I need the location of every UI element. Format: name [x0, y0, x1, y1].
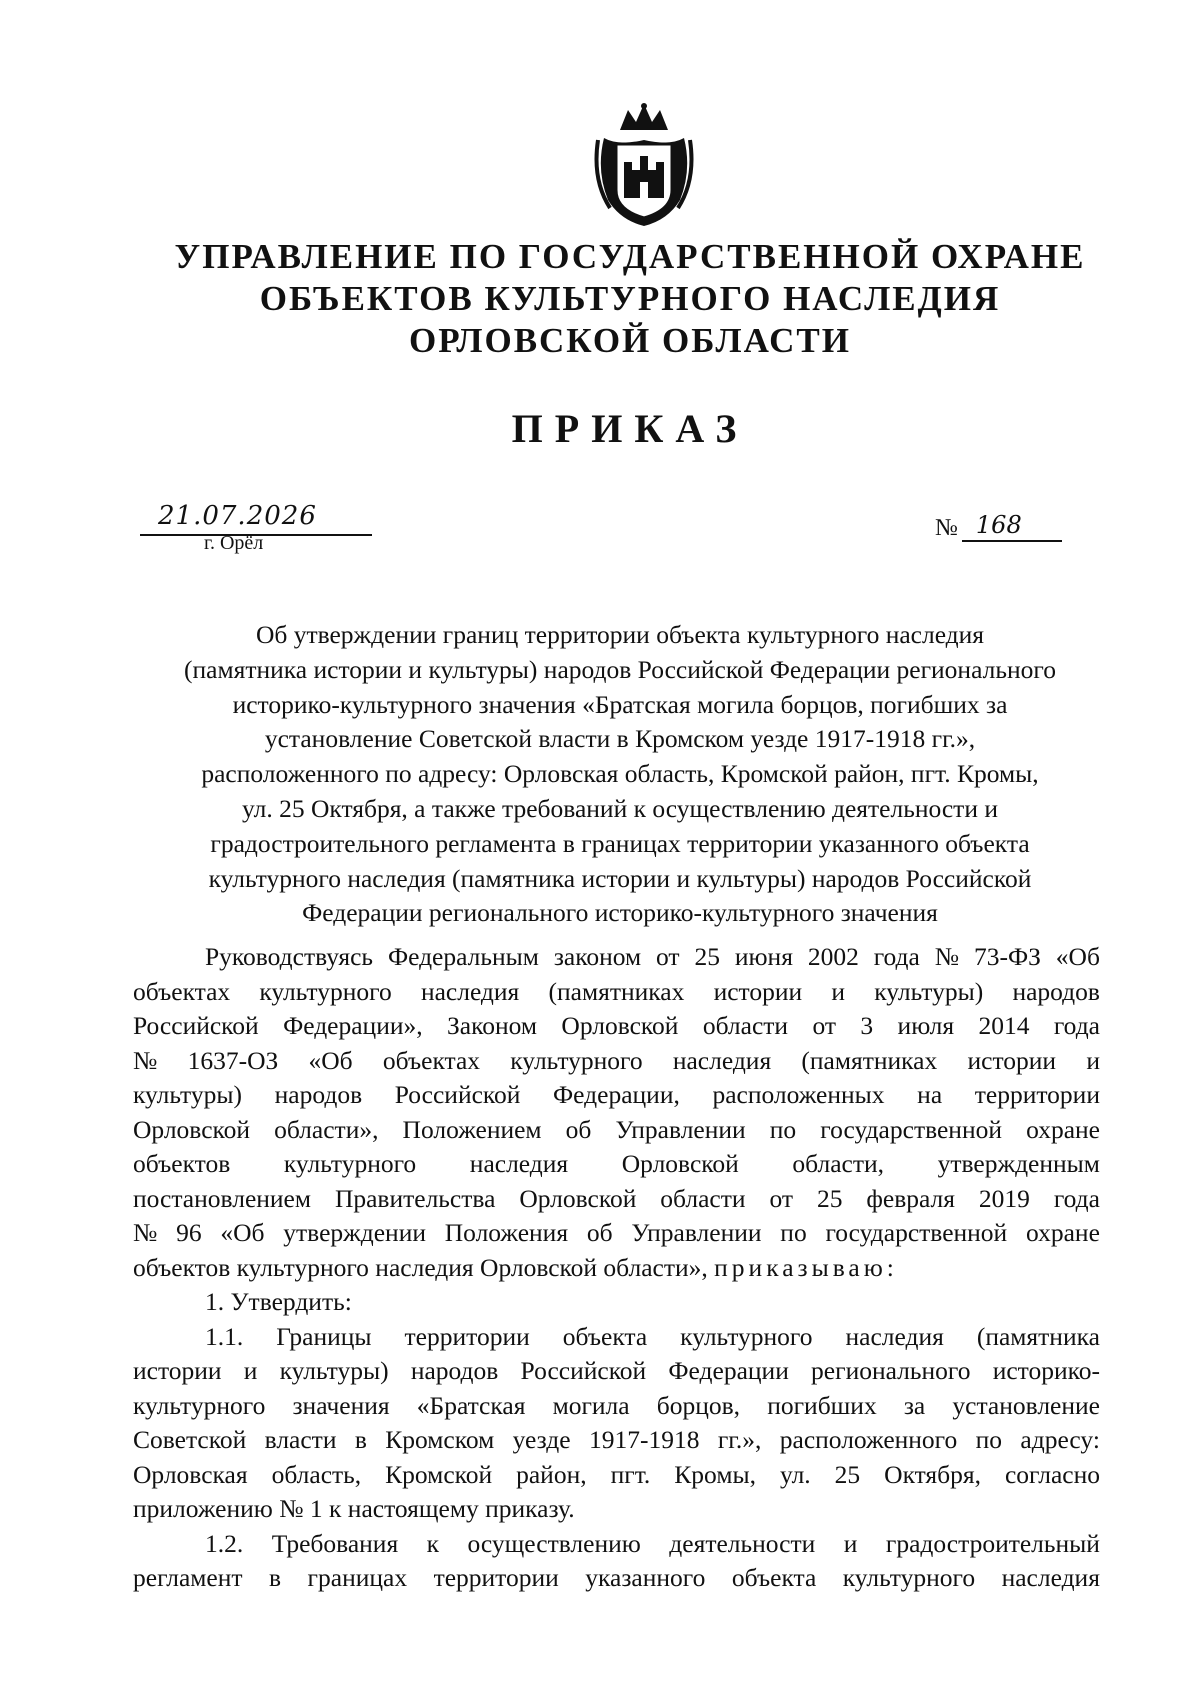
word: «Об: [308, 1045, 353, 1075]
word: народов: [274, 1080, 363, 1109]
word: Положением: [402, 1114, 542, 1144]
word: (памятниках: [548, 976, 685, 1006]
word: области»,: [274, 1114, 379, 1144]
word: значения: [292, 1390, 390, 1420]
line-text: объектов культурного наследия Орловской области»,: [133, 1252, 708, 1282]
word: 1.2.: [205, 1528, 244, 1558]
document-number: 168: [962, 510, 1062, 542]
word: на: [917, 1080, 943, 1109]
word: объектах: [382, 1045, 481, 1075]
word: в: [269, 1563, 282, 1592]
justified-line: [133, 975, 1100, 1010]
word: по: [780, 1218, 807, 1247]
word: Кромском: [385, 1425, 495, 1454]
word: законом: [553, 942, 642, 971]
justified-line: [133, 1389, 1100, 1424]
org-line: УПРАВЛЕНИЕ ПО ГОСУДАРСТВЕННОЙ ОХРАНЕ: [174, 237, 1086, 276]
justified-line: [133, 1354, 1100, 1389]
subject-line: Об утверждении границ территории объекта культурного наследия: [255, 620, 985, 649]
word: наследия: [845, 1321, 944, 1351]
word: территории: [433, 1563, 559, 1592]
word: и: [843, 1528, 858, 1558]
word: деятельности: [669, 1528, 816, 1558]
word: район,: [516, 1459, 587, 1489]
word: Орловской: [519, 1183, 637, 1213]
document-type-title: ПРИКАЗ: [511, 406, 749, 451]
word: границах: [307, 1563, 408, 1592]
subject-line: градостроительного регламента в границах территории указанного объекта: [210, 828, 1030, 858]
word: Орловской: [561, 1011, 679, 1040]
number-label: №: [935, 515, 958, 541]
word: и: [831, 976, 846, 1006]
word: 1.1.: [205, 1321, 244, 1351]
word: Орловской: [621, 1149, 739, 1178]
word: Российской: [394, 1080, 521, 1109]
word: от: [812, 1011, 837, 1040]
word: Российской: [520, 1356, 647, 1385]
coat-of-arms-icon: [590, 100, 698, 230]
word: Границы: [276, 1321, 372, 1351]
word: Управлении: [615, 1114, 746, 1144]
document-date: 21.07.2026: [158, 501, 317, 531]
word: культурного: [842, 1563, 976, 1592]
word: 2002: [807, 942, 859, 971]
item-1-1: [133, 1320, 1100, 1527]
word: утверждении: [283, 1218, 426, 1247]
word: «Братская: [416, 1390, 526, 1420]
word: уезде: [512, 1425, 571, 1454]
justified-line: [133, 1423, 1100, 1458]
word: культуры): [279, 1356, 389, 1385]
justified-line: [133, 1113, 1100, 1148]
word: охране: [1025, 1218, 1100, 1247]
word: №: [133, 1045, 158, 1075]
word: и: [243, 1356, 258, 1385]
word: №: [133, 1218, 158, 1247]
word: Законом: [447, 1011, 538, 1040]
document-subject: [140, 618, 1100, 931]
word: Федерации,: [553, 1080, 680, 1109]
word: 1637-ОЗ: [187, 1045, 279, 1075]
word: борцов,: [656, 1390, 741, 1420]
document-body: [133, 940, 1100, 1596]
subject-line: ул. 25 Октября, а также требований к осуществлению деятельности и: [242, 793, 998, 823]
word: истории: [133, 1356, 222, 1385]
word: года: [1053, 1011, 1100, 1040]
word: февраля: [866, 1183, 955, 1213]
word: Кромской: [385, 1459, 493, 1489]
number-block: [935, 510, 1085, 542]
word: расположенных: [712, 1080, 885, 1109]
word: по: [975, 1425, 1003, 1454]
word: к: [426, 1528, 440, 1558]
word: культуры): [874, 976, 984, 1006]
item-1: [133, 1285, 1100, 1320]
subject-line: культурного наследия (памятника истории и культуры) народов Российской: [208, 863, 1032, 893]
justified-line: [133, 1009, 1100, 1044]
word: 96: [176, 1218, 202, 1247]
justified-line: [133, 1320, 1100, 1355]
line-text: приложению № 1 к настоящему приказу.: [133, 1494, 575, 1523]
word: историко-: [992, 1356, 1100, 1385]
word: 25: [834, 1459, 861, 1489]
word: наследия: [420, 976, 520, 1006]
word: погибших: [767, 1390, 877, 1420]
word: государственной: [820, 1114, 1002, 1144]
word: народов: [1012, 976, 1100, 1006]
word: объектах: [133, 976, 231, 1006]
word: об: [586, 1218, 613, 1247]
word: «Об: [1055, 942, 1100, 971]
justified-line: [133, 940, 1100, 975]
word: Управлении: [631, 1218, 762, 1247]
word: 25: [816, 1183, 843, 1213]
document-city: г. Орёл: [204, 532, 264, 554]
word: наследия: [469, 1149, 569, 1178]
word: ул.: [779, 1459, 811, 1489]
word: культурного: [283, 1149, 417, 1178]
word: от: [769, 1183, 794, 1213]
subject-line: (памятника истории и культуры) народов Российской Федерации регионального: [184, 654, 1056, 684]
word: Советской: [133, 1425, 247, 1454]
justified-line: [133, 1182, 1100, 1217]
word: за: [903, 1390, 926, 1420]
word: могила: [552, 1390, 630, 1420]
item-1-2: [133, 1527, 1100, 1596]
order-word: приказываю:: [714, 1252, 898, 1282]
org-line: ОБЪЕКТОВ КУЛЬТУРНОГО НАСЛЕДИЯ: [259, 279, 1001, 318]
word: утвержденным: [937, 1149, 1100, 1178]
paragraph-last-line: [133, 1251, 1100, 1286]
word: 1917-1918: [588, 1425, 700, 1454]
paragraph-last-line: [133, 1492, 1100, 1527]
word: истории: [713, 976, 803, 1006]
justified-line: [133, 1527, 1100, 1562]
word: 2014: [978, 1011, 1030, 1040]
word: постановлением: [133, 1183, 312, 1213]
word: Федеральным: [387, 942, 539, 971]
word: согласно: [1004, 1459, 1100, 1489]
word: осуществлению: [467, 1528, 641, 1558]
word: области,: [792, 1149, 884, 1178]
subject-line: Федерации регионального историко-культурного значения: [302, 898, 938, 928]
word: область,: [271, 1459, 362, 1489]
word: Орловская: [133, 1459, 248, 1489]
word: культуры): [133, 1080, 242, 1109]
word: 3: [860, 1011, 874, 1040]
word: регламент: [133, 1563, 243, 1592]
word: Положения: [444, 1218, 569, 1247]
word: года: [873, 942, 920, 971]
word: культурного: [680, 1321, 813, 1351]
justified-line: [133, 1147, 1100, 1182]
word: территории: [404, 1321, 530, 1351]
word: об: [565, 1114, 592, 1144]
word: расположенного: [779, 1425, 958, 1454]
word: Орловской: [133, 1114, 251, 1144]
word: Кромы,: [674, 1459, 756, 1489]
word: власти: [264, 1425, 337, 1454]
word: Федерации: [668, 1356, 789, 1385]
word: наследия: [672, 1045, 772, 1075]
word: территории: [974, 1080, 1100, 1109]
word: государственной: [825, 1218, 1008, 1247]
word: года: [1053, 1183, 1100, 1213]
word: от: [656, 942, 680, 971]
word: 73-ФЗ: [973, 942, 1041, 971]
organization-name: [150, 236, 1110, 362]
subject-line: установление Советской власти в Кромском уезде 1917-1918 гг.»,: [264, 724, 976, 754]
word: области: [702, 1011, 789, 1040]
word: народов: [410, 1356, 499, 1385]
word: пгт.: [610, 1459, 651, 1489]
word: по: [769, 1114, 797, 1144]
word: «Об: [220, 1218, 265, 1247]
word: 25: [694, 942, 720, 971]
word: июля: [897, 1011, 955, 1040]
word: Правительства: [334, 1183, 496, 1213]
word: Руководствуясь: [205, 942, 374, 971]
justified-line: [133, 1216, 1100, 1251]
word: наследия: [1001, 1563, 1100, 1592]
word: (памятниках: [801, 1045, 938, 1075]
justified-line: [133, 1458, 1100, 1493]
subject-line: расположенного по адресу: Орловская область, Кромской район, пгт. Кромы,: [201, 759, 1039, 789]
word: культурного: [510, 1045, 643, 1075]
word: установление: [952, 1390, 1100, 1420]
line-text: 1. Утвердить:: [205, 1287, 352, 1316]
word: №: [934, 942, 960, 971]
word: культурного: [259, 976, 392, 1006]
word: градостроительный: [885, 1528, 1100, 1558]
justified-line: [133, 1561, 1100, 1596]
word: регионального: [811, 1356, 971, 1385]
word: Требования: [271, 1528, 399, 1558]
word: Октября,: [884, 1459, 981, 1489]
word: (памятника: [976, 1321, 1100, 1351]
org-line: ОРЛОВСКОЙ ОБЛАСТИ: [409, 321, 851, 360]
paragraph-preamble: [133, 940, 1100, 1285]
word: указанного: [585, 1563, 706, 1592]
word: объекта: [562, 1321, 648, 1351]
word: области: [660, 1183, 746, 1213]
word: объекта: [731, 1563, 817, 1592]
word: охране: [1026, 1114, 1100, 1144]
word: июня: [734, 942, 793, 971]
date-block: [140, 500, 380, 555]
word: в: [354, 1425, 367, 1454]
justified-line: [133, 1044, 1100, 1079]
word: Российской: [133, 1011, 259, 1040]
word: гг.»,: [717, 1425, 762, 1454]
subject-line: историко-культурного значения «Братская могила борцов, погибших за: [232, 689, 1008, 719]
word: культурного: [133, 1390, 266, 1420]
word: истории: [967, 1045, 1057, 1075]
word: и: [1086, 1045, 1100, 1075]
word: Федерации»,: [283, 1011, 423, 1040]
word: 2019: [978, 1183, 1030, 1213]
word: адресу:: [1020, 1425, 1100, 1454]
justified-line: [133, 1078, 1100, 1113]
word: объектов: [133, 1149, 231, 1178]
